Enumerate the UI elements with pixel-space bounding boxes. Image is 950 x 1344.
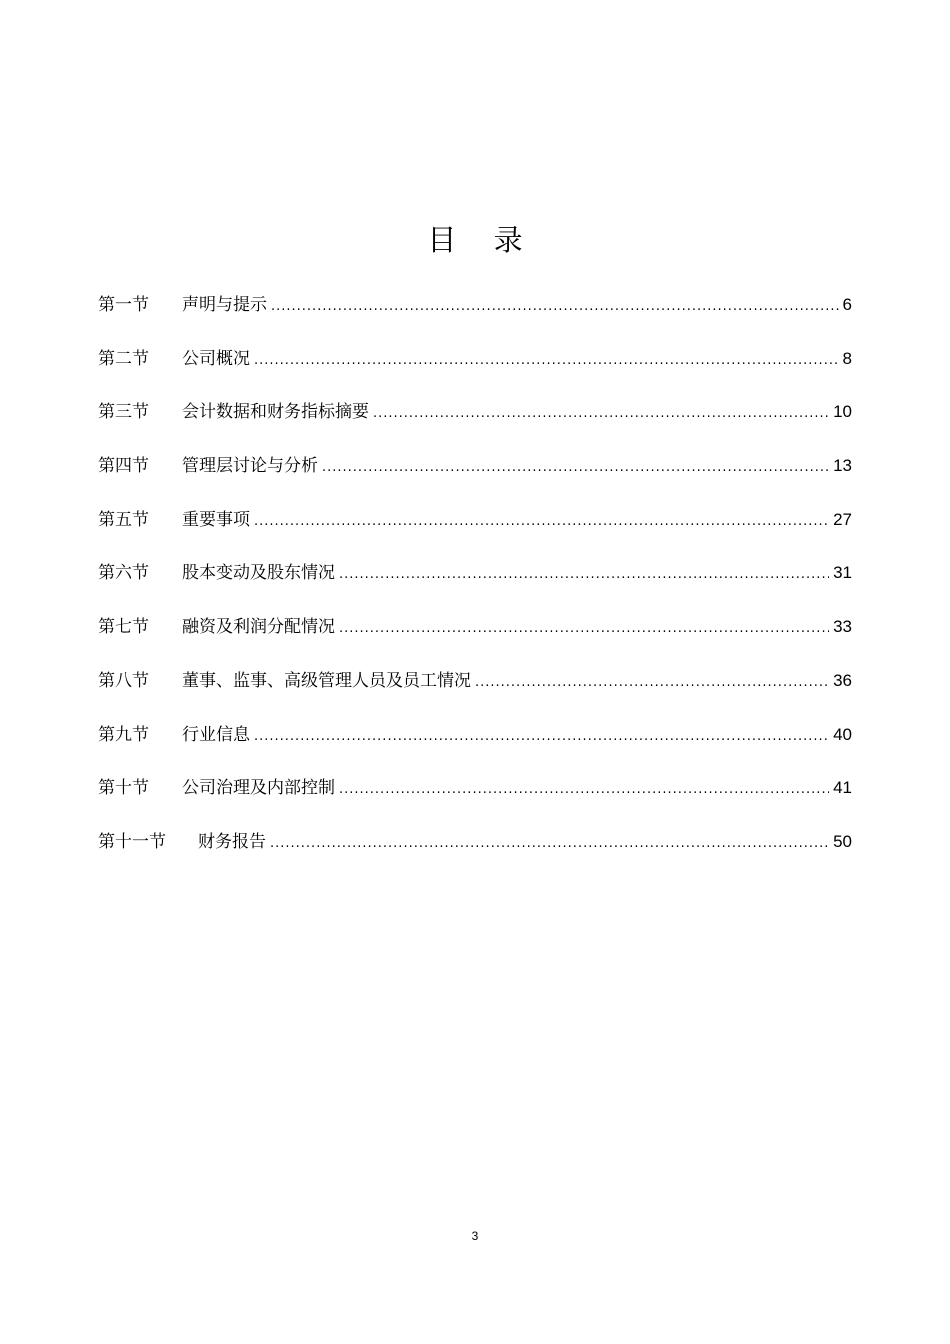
toc-entry[interactable] bbox=[98, 824, 852, 878]
toc-dot-leader bbox=[254, 504, 829, 540]
toc-dot-leader bbox=[339, 611, 829, 647]
toc-heading: 声明与提示 bbox=[182, 295, 267, 315]
toc-section-number: 第五节 bbox=[98, 509, 149, 530]
toc-dot-leader bbox=[254, 343, 839, 379]
toc-section-number: 第二节 bbox=[98, 348, 149, 369]
toc-section-number: 第一节 bbox=[98, 295, 149, 315]
toc-entry[interactable] bbox=[98, 717, 852, 771]
toc-page-number: 40 bbox=[833, 724, 852, 744]
toc-dot-leader bbox=[270, 826, 829, 862]
toc-dot-leader bbox=[339, 772, 829, 808]
toc-heading: 行业信息 bbox=[182, 724, 250, 745]
toc-entry[interactable] bbox=[98, 555, 852, 609]
toc-entry[interactable] bbox=[98, 663, 852, 717]
toc-entry[interactable] bbox=[98, 448, 852, 502]
toc-heading: 会计数据和财务指标摘要 bbox=[182, 402, 369, 423]
toc-heading: 重要事项 bbox=[182, 509, 250, 530]
toc-heading: 公司治理及内部控制 bbox=[182, 778, 335, 799]
toc-section-number: 第六节 bbox=[98, 563, 149, 584]
toc-entry[interactable] bbox=[98, 341, 852, 395]
toc-section-number: 第七节 bbox=[98, 617, 149, 638]
toc-dot-leader bbox=[322, 450, 829, 486]
toc-dot-leader bbox=[254, 719, 829, 755]
toc-section-number: 第十一节 bbox=[98, 831, 166, 852]
toc-section-number: 第九节 bbox=[98, 724, 149, 745]
toc-entry[interactable] bbox=[98, 770, 852, 824]
toc-dot-leader bbox=[271, 289, 839, 325]
toc-heading: 公司概况 bbox=[182, 348, 250, 369]
toc-heading: 融资及利润分配情况 bbox=[182, 617, 335, 638]
toc-section-number: 第三节 bbox=[98, 402, 149, 423]
toc-entry[interactable] bbox=[98, 609, 852, 663]
toc-heading: 董事、监事、高级管理人员及员工情况 bbox=[182, 670, 471, 691]
toc-entry[interactable] bbox=[98, 287, 852, 341]
toc-entry[interactable] bbox=[98, 394, 852, 448]
toc-page-number: 10 bbox=[833, 402, 852, 422]
toc-dot-leader bbox=[339, 557, 829, 593]
toc-heading: 股本变动及股东情况 bbox=[182, 563, 335, 584]
toc-page-number: 50 bbox=[833, 831, 852, 851]
toc-page-number: 36 bbox=[833, 670, 852, 690]
toc-section-number: 第四节 bbox=[98, 456, 149, 477]
toc-heading: 管理层讨论与分析 bbox=[182, 456, 318, 477]
toc-entry[interactable] bbox=[98, 502, 852, 556]
toc-page-number: 6 bbox=[842, 295, 852, 314]
footer-page-number: 3 bbox=[471, 1229, 479, 1243]
toc-page-number: 31 bbox=[833, 563, 852, 583]
toc-dot-leader bbox=[373, 396, 829, 432]
toc-section-number: 第八节 bbox=[98, 670, 149, 691]
toc-page-number: 8 bbox=[842, 348, 852, 368]
toc-page-number: 33 bbox=[833, 617, 852, 637]
table-of-contents bbox=[98, 287, 852, 878]
page-title: 目 录 bbox=[427, 223, 537, 257]
toc-page-number: 13 bbox=[833, 456, 852, 476]
toc-page-number: 41 bbox=[833, 778, 852, 798]
toc-page-number: 27 bbox=[833, 509, 852, 529]
toc-dot-leader bbox=[475, 665, 829, 701]
toc-heading: 财务报告 bbox=[198, 831, 266, 852]
toc-section-number: 第十节 bbox=[98, 778, 149, 799]
